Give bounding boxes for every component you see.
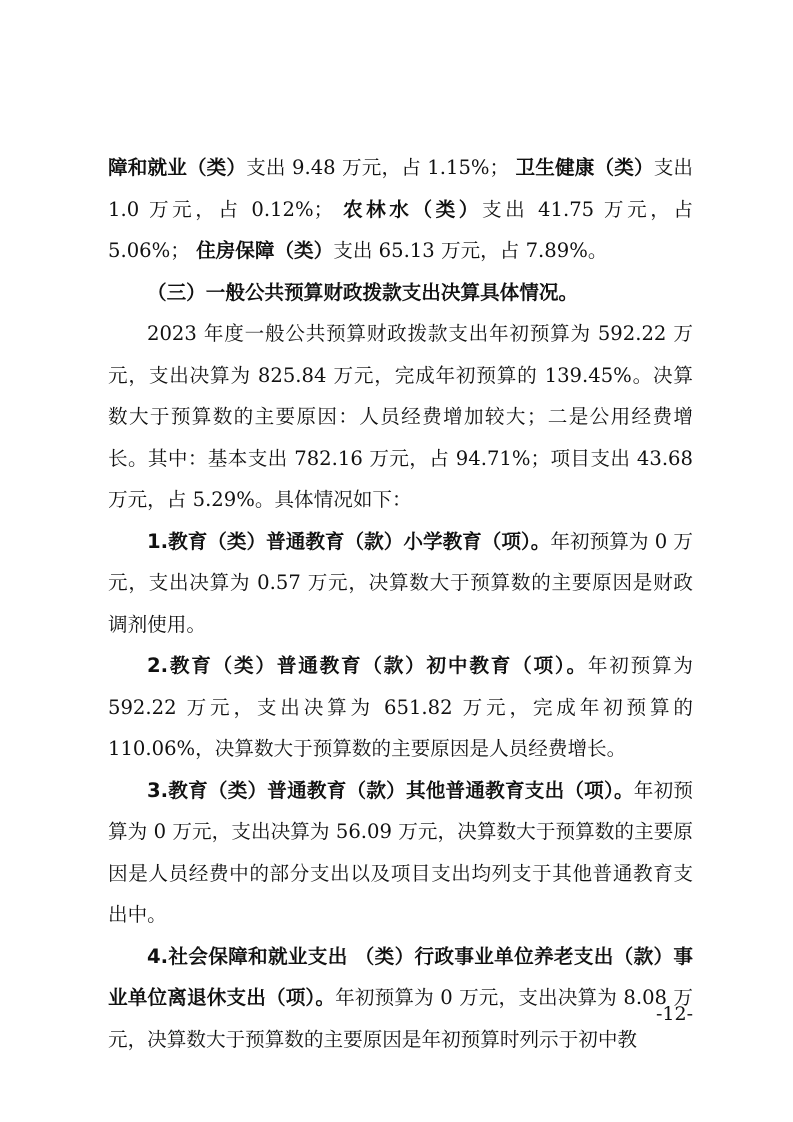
item-heading: 4.社会保障和就业支出 （类）行政事业单位养老支出（款）事业单位离退休支出（项）。: [108, 944, 693, 1009]
page-number: -12-: [655, 1003, 693, 1025]
document-body: [108, 147, 693, 1060]
item-text: 年初预算为 0 万元，支出决算为 8.08 万元，决算数大于预算数的主要原因是年初预算时列示于初中教: [108, 986, 693, 1051]
category-text: 支出 41.75 万元，占 5.06%；: [108, 197, 693, 262]
item-heading: 2.教育（类）普通教育（款）初中教育（项）。: [147, 654, 588, 677]
section-heading-text: （三）一般公共预算财政拨款支出决算具体情况。: [147, 280, 579, 304]
item-heading: 3.教育（类）普通教育（款）其他普通教育支出（项）。: [147, 778, 634, 802]
paragraph-overview: 2023 年度一般公共预算财政拨款支出年初预算为 592.22 万元，支出决算为 825.84 万元，完成年初预算的 139.45%。决算数大于预算数的主要原因：人员经费增加较大；二是公用经费增长。其中：基本支出 782.16 万元，占 94.71%；项目支出 43.68 万元，占 5.29%。具体情况如下：: [108, 322, 693, 511]
item-heading: 1.教育（类）普通教育（款）小学教育（项）。: [147, 529, 551, 553]
item-text: 年初预算为 0 万元，支出决算为 0.57 万元，决算数大于预算数的主要原因是财政调剂使用。: [108, 529, 693, 636]
category-text: 支出 65.13 万元，占 7.89%。: [333, 239, 608, 262]
category-label: 农林水（类）: [343, 197, 482, 221]
category-label: 障和就业（类）: [108, 156, 247, 179]
paragraph-category-summary: [108, 147, 693, 272]
item-paragraph: [108, 770, 693, 936]
section-heading: [108, 272, 693, 314]
item-text: 年初预算为 592.22 万元，支出决算为 651.82 万元，完成年初预算的 110.06%，决算数大于预算数的主要原因是人员经费增长。: [108, 654, 694, 760]
category-label: 住房保障（类）: [196, 239, 334, 262]
item-paragraph: [108, 645, 693, 770]
category-label: 卫生健康（类）: [515, 156, 654, 179]
item-paragraph: [108, 521, 693, 646]
category-text: 支出 1.0 万元，占 0.12%；: [108, 156, 694, 221]
item-paragraph: [108, 936, 693, 1061]
category-text: 支出 9.48 万元，占 1.15%；: [246, 156, 510, 179]
item-text: 年初预算为 0 万元，支出决算为 56.09 万元，决算数大于预算数的主要原因是人员经费中的部分支出以及项目支出均列支于其他普通教育支出中。: [108, 778, 693, 926]
